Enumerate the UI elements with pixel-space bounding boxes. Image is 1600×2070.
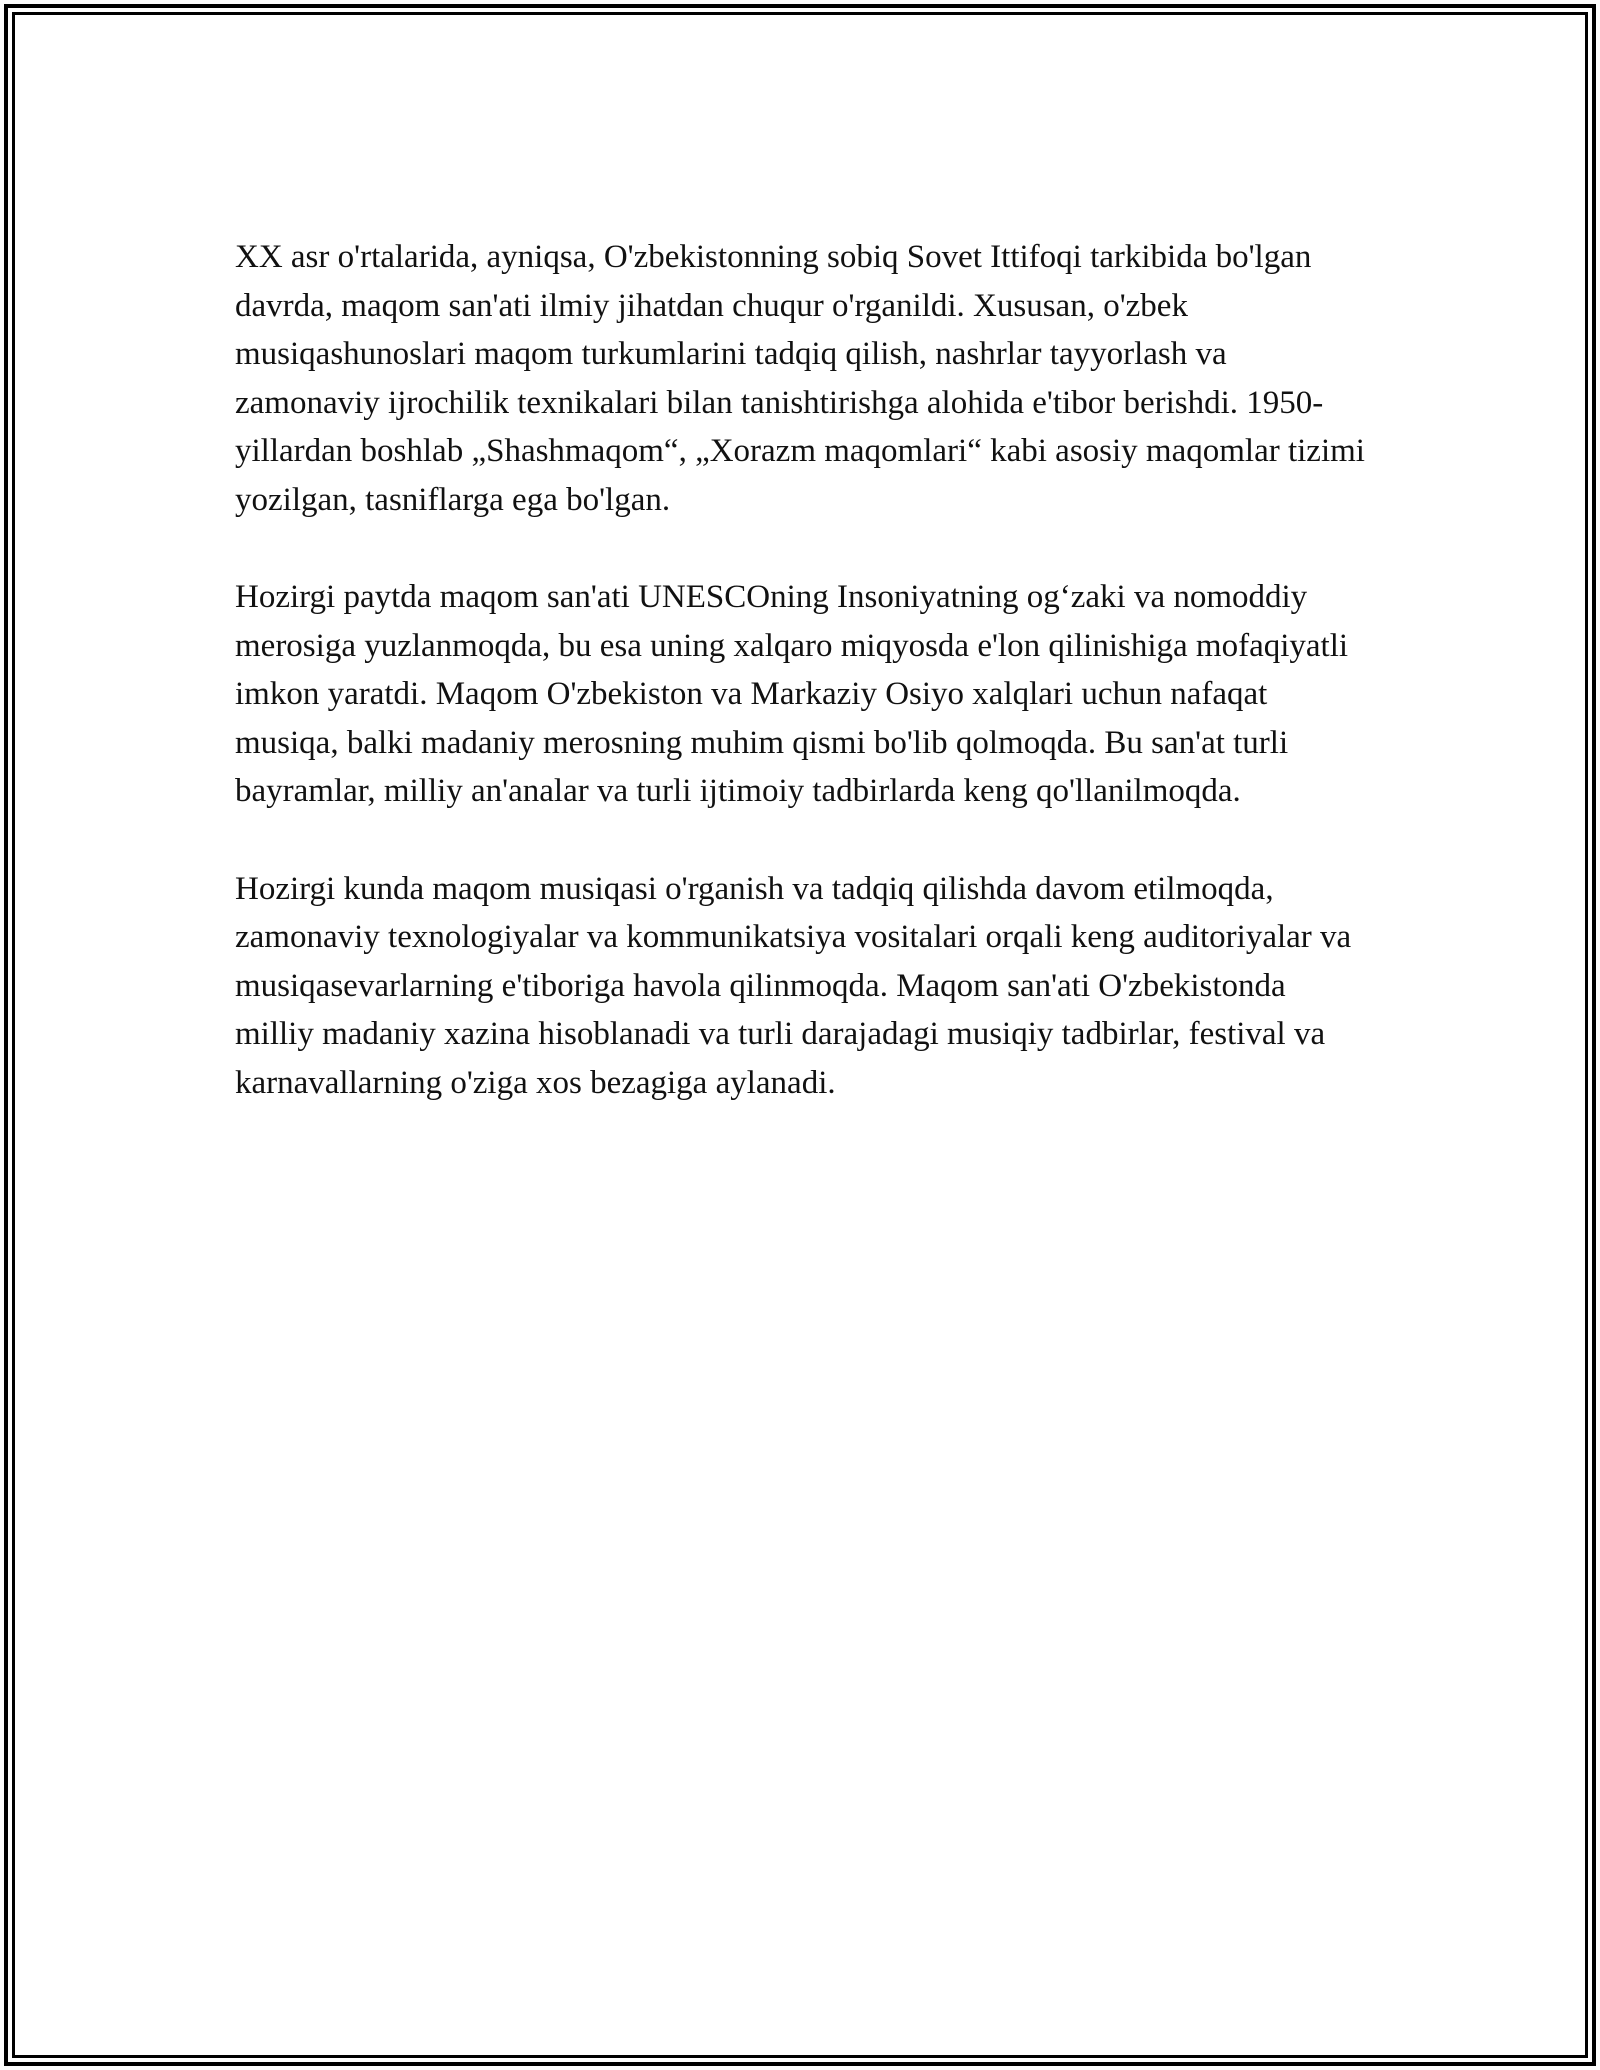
- paragraph-3: Hozirgi kunda maqom musiqasi o'rganish va tadqiq qilishda davom etilmoqda, zamonaviy texnologiyalar va kommunikatsiya vositalari orqali keng auditoriyalar va musiqasevarlarning e'tiboriga havola qilinmoqda. Maqom san'ati O'zbekistonda milliy madaniy xazina hisoblanadi va turli darajadagi musiqiy tadbirlar, festival va karnavallarning o'ziga xos bezagiga aylanadi.: [235, 870, 1352, 1101]
- paragraph-2: Hozirgi paytda maqom san'ati UNESCOning Insoniyatning og‘zaki va nomoddiy merosiga yuzlanmoqda, bu esa uning xalqaro miqyosda e'lon qilinishiga mofaqiyatli imkon yaratdi. Maqom O'zbekiston va Markaziy Osiyo xalqlari uchun nafaqat musiqa, balki madaniy merosning muhim qismi bo'lib qolmoqda. Bu san'at turli bayramlar, milliy an'analar va turli ijtimoiy tadbirlarda keng qo'llanilmoqda.: [235, 579, 1349, 809]
- paragraph-1: XX asr o'rtalarida, ayniqsa, O'zbekistonning sobiq Sovet Ittifoqi tarkibida bo'lgan davrda, maqom san'ati ilmiy jihatdan chuqur o'rganildi. Xususan, o'zbek musiqashunoslari maqom turkumlarini tadqiq qilish, nashrlar tayyorlash va zamonaviy ijrochilik texnikalari bilan tanishtirishga alohida e'tibor berishdi. 1950-yillardan boshlab „Shashmaqom“, „Xorazm maqomlari“ kabi asosiy maqomlar tizimi yozilgan, tasniflarga ega bo'lgan.: [235, 239, 1365, 518]
- document-body: [235, 233, 1370, 1156]
